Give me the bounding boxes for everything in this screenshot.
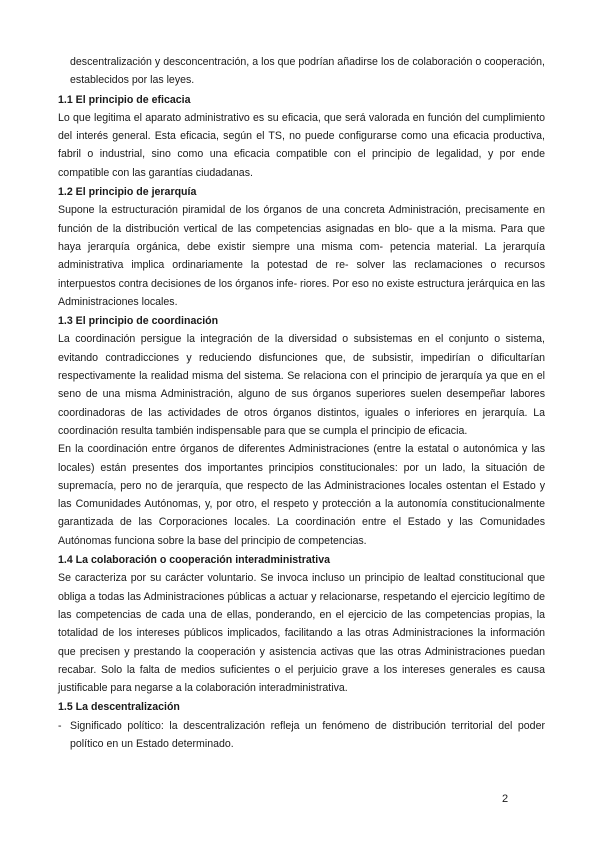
section-coordinacion (58, 312, 545, 550)
section-heading: 1.3 El principio de coordinación (58, 315, 219, 328)
section-jerarquia (58, 183, 545, 311)
section-heading: 1.2 El principio de jerarquía (58, 186, 197, 199)
section-eficacia (58, 91, 545, 182)
section-paragraph: En la coordinación entre órganos de diferentes Administraciones (entre la estatal o autonómica y las locales) están presentes dos importantes principios constitucionales: por un lado, la situación de supremacía, pero no de jerarquía, que respecto de las Administraciones locales ostentan el Estado y las Comunidades Autónomas, y, por otro, el respeto y protección a la autonomía constitucionalmente garantizada de las Corporaciones locales. La coordinación entre el Estado y las Comunidades Autónomas funciona sobre la base del principio de competencias. (58, 443, 545, 547)
section-heading: 1.1 El principio de eficacia (58, 93, 191, 106)
section-paragraph: Se caracteriza por su carácter voluntario. Se invoca incluso un principio de lealtad constitucional que obliga a todas las Administraciones públicas a actuar y relacionarse, respetando el ejercicio legítimo de las competencias de cada una de ellas, ponderando, en el ejercicio de las competencias propias, la totalidad de los intereses públicos implicados, facilitando a las otras Administraciones la información que precisen y prestando la cooperación y asistencia activas que las otras Administraciones puedan recabar. Solo la falta de medios suficientes o el perjuicio grave a los intereses generales es causa justificable para negarse a la colaboración interadministrativa. (58, 572, 545, 695)
section-paragraph: La coordinación persigue la integración de la diversidad o subsistemas en el conjunto o sistema, evitando contradicciones y reduciendo disfunciones que, de subsistir, impedirían o dificultarían respectivamente la realidad misma del sistema. Se relaciona con el principio de jerarquía ya que en el seno de una misma Administración, alguno de sus órganos superiores suelen desempeñar labores coordinadoras de las actividades de otros órganos distintos, iguales o inferiores en jerarquía. La coordinación resulta también indispensable para que se cumpla el principio de eficacia. (58, 333, 545, 437)
section-heading: 1.4 La colaboración o cooperación interadministrativa (58, 554, 330, 567)
section-descentralizacion (58, 698, 545, 753)
section-colaboracion (58, 551, 545, 697)
page-content (58, 53, 545, 753)
page-number: 2 (502, 793, 509, 805)
dash-bullet: - (58, 719, 62, 732)
list-item (58, 717, 545, 754)
section-paragraph: Lo que legitima el aparato administrativo es su eficacia, que será valorada en función del cumplimiento del interés general. Esta eficacia, según el TS, no puede configurarse como una eficacia productiva, fabril o industrial, sino como una eficacia compatible con el principio de legalidad, y por ende compatible con las garantías ciudadanas. (58, 111, 545, 179)
section-paragraph: Supone la estructuración piramidal de los órganos de una concreta Administración, precisamente en función de la distribución vertical de las competencias asignadas en blo- que a la misma. Para que haya jerarquía orgánica, debe existir siempre una misma com- petencia material. La jerarquía administrativa implica ordinariamente la potestad de re- solver las reclamaciones o recursos interpuestos contra decisiones de los órganos infe- riores. Por eso no existe estructura jerárquica en las Administraciones locales. (58, 204, 545, 308)
list-item-text: Significado político: la descentralización refleja un fenómeno de distribución territorial del poder político en un Estado determinado. (70, 719, 545, 750)
section-heading: 1.5 La descentralización (58, 701, 180, 714)
dash-list (58, 717, 545, 754)
intro-continuation: descentralización y desconcentración, a los que podrían añadirse los de colaboración o cooperación, establecidos por las leyes. (70, 56, 545, 87)
